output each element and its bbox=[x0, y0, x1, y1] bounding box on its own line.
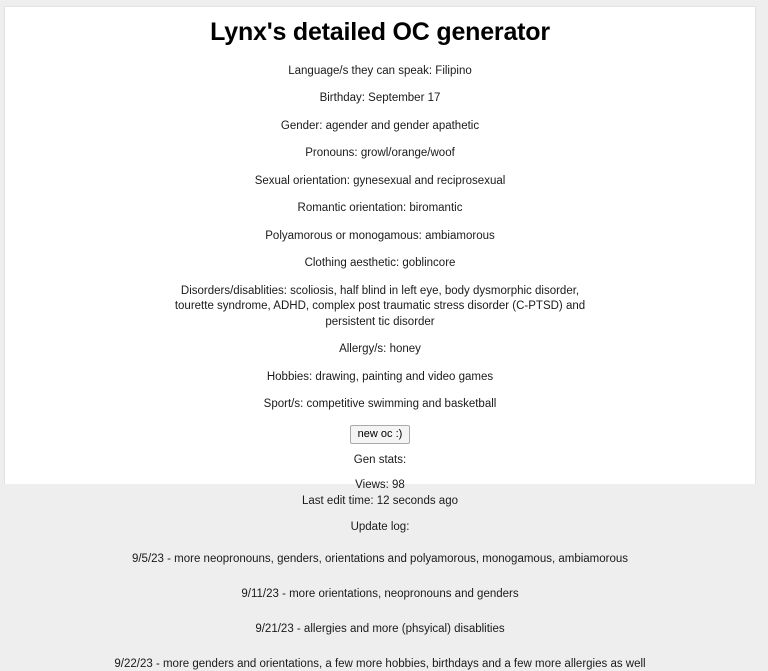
trait-allergies: Allergy/s: honey bbox=[339, 343, 421, 356]
trait-language: Language/s they can speak: Filipino bbox=[288, 64, 472, 77]
update-log-entry: 9/5/23 - more neopronouns, genders, orientations and polyamorous, monogamous, ambiamorous bbox=[131, 552, 629, 565]
update-log-heading: Update log: bbox=[350, 520, 410, 533]
trait-pronouns: Pronouns: growl/orange/woof bbox=[305, 147, 455, 160]
trait-sports: Sport/s: competitive swimming and basketball bbox=[263, 398, 497, 411]
trait-clothing-aesthetic: Clothing aesthetic: goblincore bbox=[304, 257, 456, 270]
page-sheet bbox=[4, 6, 756, 670]
trait-birthday: Birthday: September 17 bbox=[319, 92, 441, 105]
update-log-entry: 9/11/23 - more orientations, neopronouns and genders bbox=[241, 587, 519, 600]
trait-disorders: Disorders/disablities: scoliosis, half blind in left eye, body dysmorphic disorder, tourette syndrome, ADHD, complex post traumatic stress disorder (C-PTSD) and persistent tic disorder bbox=[174, 284, 586, 328]
gen-stats-heading: Gen stats: bbox=[353, 454, 407, 467]
page-title: Lynx's detailed OC generator bbox=[210, 18, 550, 46]
generate-button-row bbox=[13, 424, 747, 445]
trait-hobbies: Hobbies: drawing, painting and video games bbox=[266, 370, 494, 383]
last-edit-time: Last edit time: 12 seconds ago bbox=[302, 494, 458, 507]
gen-stats-body bbox=[13, 478, 747, 508]
trait-romantic-orientation: Romantic orientation: biromantic bbox=[297, 202, 463, 215]
trait-relationship-style: Polyamorous or monogamous: ambiamorous bbox=[265, 229, 495, 242]
views-count: Views: 98 bbox=[355, 479, 405, 492]
update-log-entry: 9/21/23 - allergies and more (phsyical) disablities bbox=[255, 622, 505, 635]
trait-sexual-orientation: Sexual orientation: gynesexual and reciprosexual bbox=[254, 174, 506, 187]
new-oc-button[interactable]: new oc :) bbox=[350, 425, 411, 445]
update-log-entry: 9/22/23 - more genders and orientations, a few more hobbies, birthdays and a few more allergies as well bbox=[114, 657, 646, 670]
generator-document bbox=[5, 19, 755, 671]
trait-gender: Gender: agender and gender apathetic bbox=[280, 119, 480, 132]
